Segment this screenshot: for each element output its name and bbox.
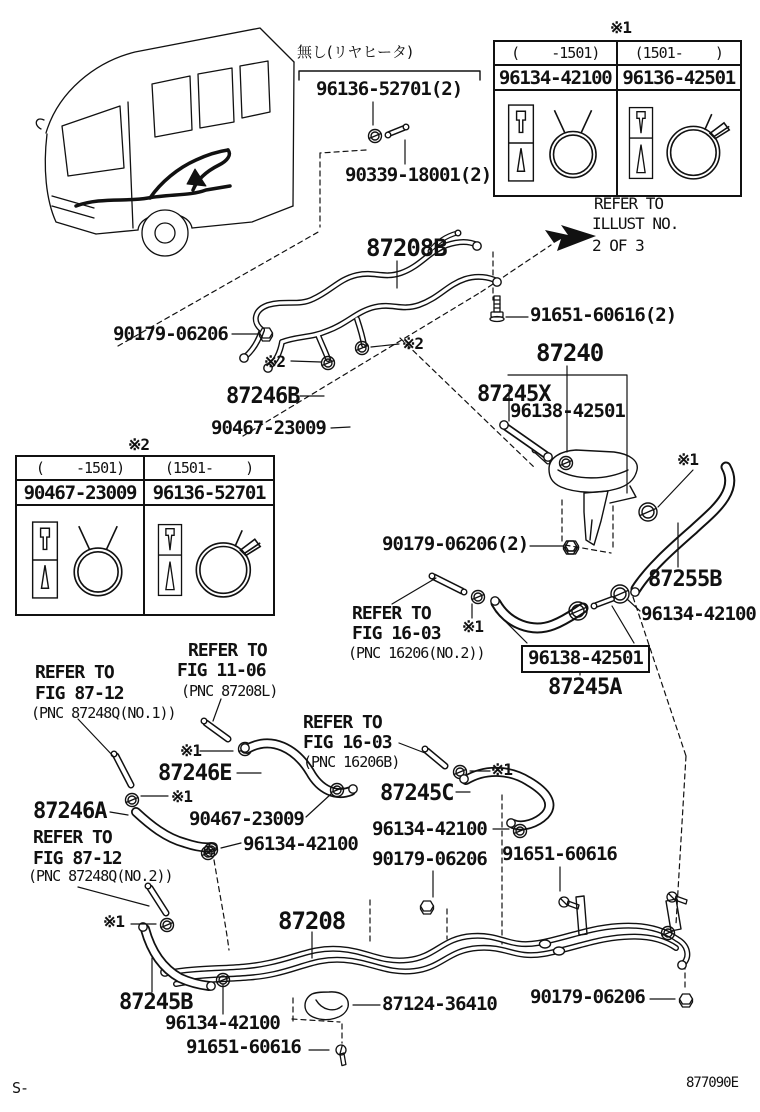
part-90467-23009-low: 90467-23009 — [189, 808, 304, 830]
clamp-table-1 — [493, 40, 742, 197]
table2-header-col2: (1501- ) — [145, 457, 273, 481]
table2-header-col1: ( -1501) — [17, 457, 145, 481]
part-87245x: 87245X — [477, 382, 551, 407]
hose-87245a — [429, 573, 587, 628]
refer-fig8712-no1-line1: REFER TO — [35, 662, 114, 683]
table1-header-col1: ( -1501) — [495, 42, 618, 66]
part-87246e: 87246E — [158, 761, 232, 786]
refer-fig8712-no1-line3: (PNC 87248Q(NO.1)) — [31, 704, 176, 722]
table1-part-col1: 96134-42100 — [495, 66, 618, 91]
worm-clamp-icon — [661, 101, 731, 185]
refer-illust-line1: REFER TO — [594, 194, 664, 213]
table2-clamp-illustration-col1 — [17, 506, 145, 614]
refer-fig8712-no2-line1: REFER TO — [33, 827, 112, 848]
spring-clamp-icon — [506, 101, 536, 185]
part-87124-36410: 87124-36410 — [382, 993, 497, 1015]
table2-clamp-illustration-col2 — [145, 506, 273, 614]
part-87208b: 87208B — [366, 234, 447, 262]
part-96138-42501-top: 96138-42501 — [510, 400, 625, 422]
spring-clamp-icon — [156, 517, 184, 603]
part-90179-06206-mid: 90179-06206(2) — [382, 533, 529, 555]
refer-fig8712-no1-line2: FIG 87-12 — [35, 683, 124, 704]
part-87245b: 87245B — [119, 990, 193, 1015]
bus-highlighted-piping — [76, 150, 230, 206]
marker-ref1-d: ※1 — [491, 760, 513, 779]
table1-part-col2: 96136-42501 — [618, 66, 741, 91]
table2-part-col2: 96136-52701 — [145, 481, 273, 506]
part-90179-06206-br: 90179-06206 — [530, 986, 645, 1008]
wire-clamp-icon — [66, 517, 130, 603]
refer-fig1603-no2-line2: FIG 16-03 — [352, 623, 441, 644]
part-87246a: 87246A — [33, 799, 107, 824]
wire-clamp-icon — [542, 101, 604, 185]
refer-fig1603-b-line2: FIG 16-03 — [303, 732, 392, 753]
part-96134-42100-right: 96134-42100 — [641, 603, 756, 625]
spring-clamp-icon — [627, 101, 655, 185]
table1-clamp-illustration-col2 — [618, 91, 741, 195]
marker-ref2-a: ※2 — [402, 334, 424, 353]
refer-fig1603-b-line3: (PNC 16206B) — [303, 753, 400, 771]
part-91651-60616-bottom: 91651-60616 — [186, 1036, 301, 1058]
refer-fig1603-b-line1: REFER TO — [303, 712, 382, 733]
footer-right: 877090E — [686, 1075, 739, 1091]
bus-illustration — [36, 28, 294, 256]
refer-illust-line3: 2 OF 3 — [592, 236, 644, 255]
marker-ref1-c: ※1 — [180, 741, 202, 760]
part-87245c: 87245C — [380, 781, 454, 806]
part-96136-52701-top: 96136-52701(2) — [316, 78, 463, 100]
refer-fig1603-no2-line3: (PNC 16206(NO.2)) — [348, 644, 485, 662]
part-90339-18001: 90339-18001(2) — [345, 164, 492, 186]
part-87208: 87208 — [278, 907, 346, 935]
marker-table1: ※1 — [610, 18, 632, 37]
part-96134-42100-c: 96134-42100 — [372, 818, 487, 840]
nut-90179-br — [680, 994, 693, 1007]
part-91651-60616-top: 91651-60616(2) — [530, 304, 677, 326]
refer-illust-arrow — [545, 225, 596, 251]
part-91651-60616-mid: 91651-60616 — [502, 843, 617, 865]
nashi-rear-heater-note: 無し(リヤヒータ) — [297, 43, 413, 61]
marker-ref1-a: ※1 — [677, 450, 699, 469]
refer-fig8712-no2-line3: (PNC 87248Q(NO.2)) — [28, 867, 173, 885]
nut-90179-c — [421, 901, 434, 914]
bolt-91651-top — [490, 296, 504, 322]
spring-clamp-icon — [30, 517, 60, 603]
part-87245a: 87245A — [548, 675, 622, 700]
marker-ref1-e: ※1 — [171, 787, 193, 806]
footer-left: S- — [12, 1079, 29, 1097]
part-87246b: 87246B — [226, 384, 300, 409]
clamp-and-plug-parts — [369, 124, 409, 142]
refer-fig1603-no2-line1: REFER TO — [352, 603, 431, 624]
part-90179-06206-c: 90179-06206 — [372, 848, 487, 870]
part-96134-42100-left: 96134-42100 — [243, 833, 358, 855]
refer-fig8712-no2-line2: FIG 87-12 — [33, 848, 122, 869]
refer-fig1106-line1: REFER TO — [188, 640, 267, 661]
refer-fig1106-line2: FIG 11-06 — [177, 660, 266, 681]
part-87240: 87240 — [536, 339, 604, 367]
part-90179-06206-top: 90179-06206 — [113, 323, 228, 345]
clamp-table-2 — [15, 455, 275, 616]
table1-header-col2: (1501- ) — [618, 42, 741, 66]
part-90467-23009-top: 90467-23009 — [211, 417, 326, 439]
marker-ref2-b: ※2 — [264, 352, 286, 371]
marker-ref1-b: ※1 — [462, 617, 484, 636]
table2-part-col1: 90467-23009 — [17, 481, 145, 506]
table1-clamp-illustration-col1 — [495, 91, 618, 195]
screw-91651-bottom — [332, 1043, 352, 1066]
marker-table2: ※2 — [128, 435, 150, 454]
part-96138-42501-boxed: 96138-42501 — [521, 645, 650, 673]
marker-ref1-f: ※1 — [103, 912, 125, 931]
refer-illust-line2: ILLUST NO. — [592, 214, 679, 233]
part-87255b: 87255B — [648, 567, 722, 592]
worm-clamp-icon — [190, 517, 262, 603]
refer-fig1106-line3: (PNC 87208L) — [181, 682, 278, 700]
part-96134-42100-bottom: 96134-42100 — [165, 1012, 280, 1034]
